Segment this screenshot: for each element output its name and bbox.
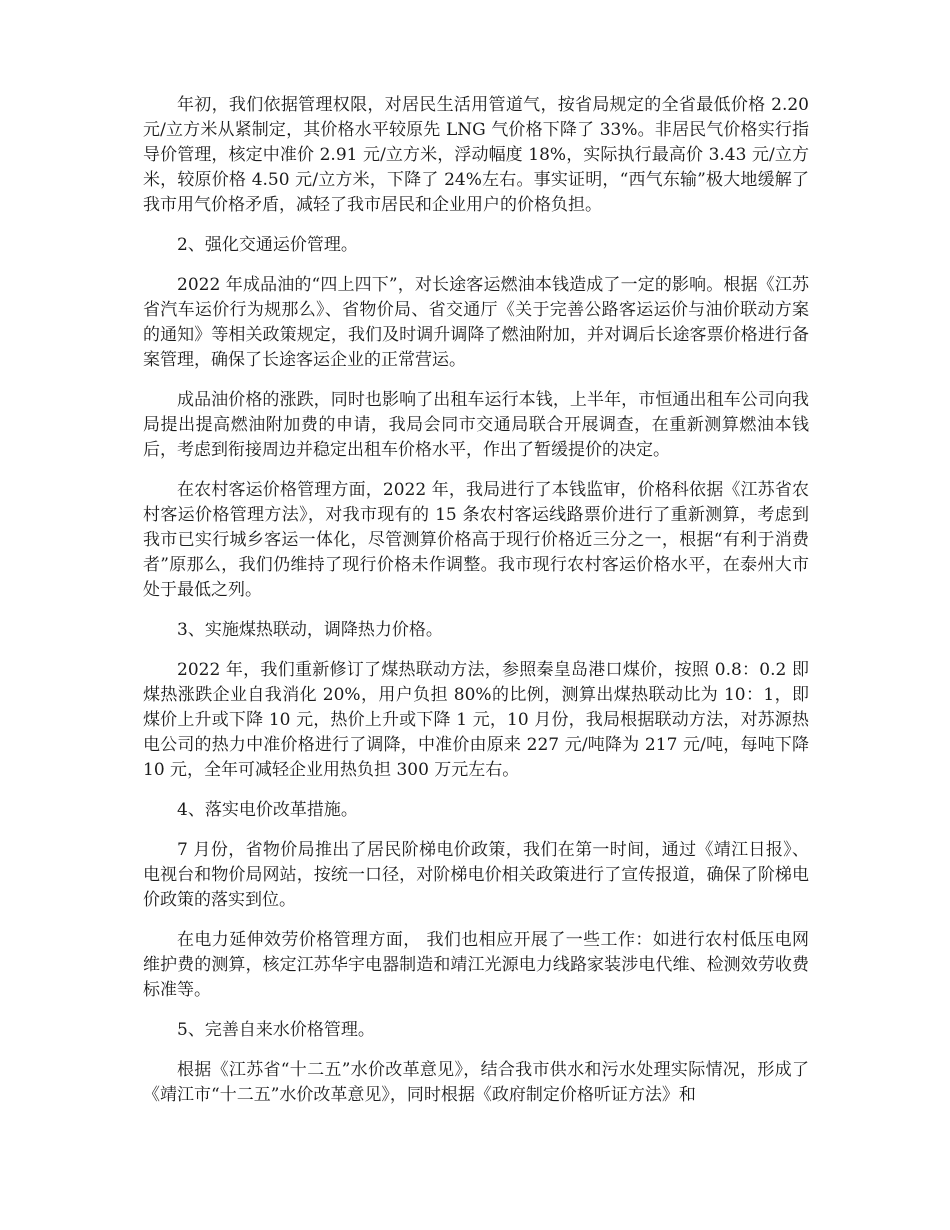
paragraph-rural-bus: 在农村客运价格管理方面，2022 年，我局进行了本钱监审，价格科依据《江苏省农村客运价格管理方法》，对我市现有的 15 条农村客运线路票价进行了重新测算，考虑到我市已实行城乡客运一体化，尽管测算价格高于现行价格近三分之一，根据“有利于消费者”原那么，我们仍维持了现行价格未作调整。我市现行农村客运价格水平，在泰州大市处于最低之列。 xyxy=(143,480,809,600)
paragraph-gas-price: 年初，我们依据管理权限，对居民生活用管道气，按省局规定的全省最低价格 2.20 元/立方米从紧制定，其价格水平较原先 LNG 气价格下降了 33%。非居民气价格实行指导价管理，核定中准价 2.91 元/立方米，浮动幅度 18%，实际执行最高价 3.43 元/立方米，较原价格 4.50 元/立方米，下降了 24%左右。事实证明，“西气东输”极大地缓解了我市用气价格矛盾，减轻了我市居民和企业用户的价格负担。 xyxy=(143,95,809,215)
section-heading-transport: 2、强化交通运价管理。 xyxy=(177,235,358,255)
section-heading-coal-heat: 3、实施煤热联动，调降热力价格。 xyxy=(177,620,443,640)
document-body xyxy=(143,93,809,1123)
paragraph-power-service: 在电力延伸效劳价格管理方面， 我们也相应开展了一些工作：如进行农村低压电网维护费的测算，核定江苏华宇电器制造和靖江光源电力线路家装涉电代维、检测效劳收费标准等。 xyxy=(143,930,809,1000)
paragraph-water-reform: 根据《江苏省“十二五”水价改革意见》，结合我市供水和污水处理实际情况，形成了《靖江市“十二五”水价改革意见》，同时根据《政府制定价格听证方法》和 xyxy=(143,1060,809,1105)
paragraph-tiered-electricity: 7 月份，省物价局推出了居民阶梯电价政策，我们在第一时间，通过《靖江日报》、电视台和物价局网站，按统一口径，对阶梯电价相关政策进行了宣传报道，确保了阶梯电价政策的落实到位。 xyxy=(143,840,809,910)
paragraph-taxi: 成品油价格的涨跌，同时也影响了出租车运行本钱，上半年，市恒通出租车公司向我局提出提高燃油附加费的申请，我局会同市交通局联合开展调查，在重新测算燃油本钱后，考虑到衔接周边并稳定出租车价格水平，作出了暂缓提价的决定。 xyxy=(143,390,809,460)
paragraph-coal-heat-linkage: 2022 年，我们重新修订了煤热联动方法，参照秦皇岛港口煤价，按照 0.8：0.2 即煤热涨跌企业自我消化 20%，用户负担 80%的比例，测算出煤热联动比为 10：1，即煤价上升或下降 10 元，热价上升或下降 1 元，10 月份，我局根据联动方法，对苏源热电公司的热力中准价格进行了调降，中准价由原来 227 元/吨降为 217 元/吨，每吨下降 10 元，全年可减轻企业用热负担 300 万元左右。 xyxy=(143,660,809,780)
section-heading-water: 5、完善自来水价格管理。 xyxy=(177,1020,375,1040)
section-heading-electricity: 4、落实电价改革措施。 xyxy=(177,800,358,820)
paragraph-long-distance-bus: 2022 年成品油的“四上四下”，对长途客运燃油本钱造成了一定的影响。根据《江苏省汽车运价行为规那么》、省物价局、省交通厅《关于完善公路客运运价与油价联动方案的通知》等相关政策规定，我们及时调升调降了燃油附加，并对调后长途客票价格进行备案管理，确保了长途客运企业的正常营运。 xyxy=(143,275,809,370)
